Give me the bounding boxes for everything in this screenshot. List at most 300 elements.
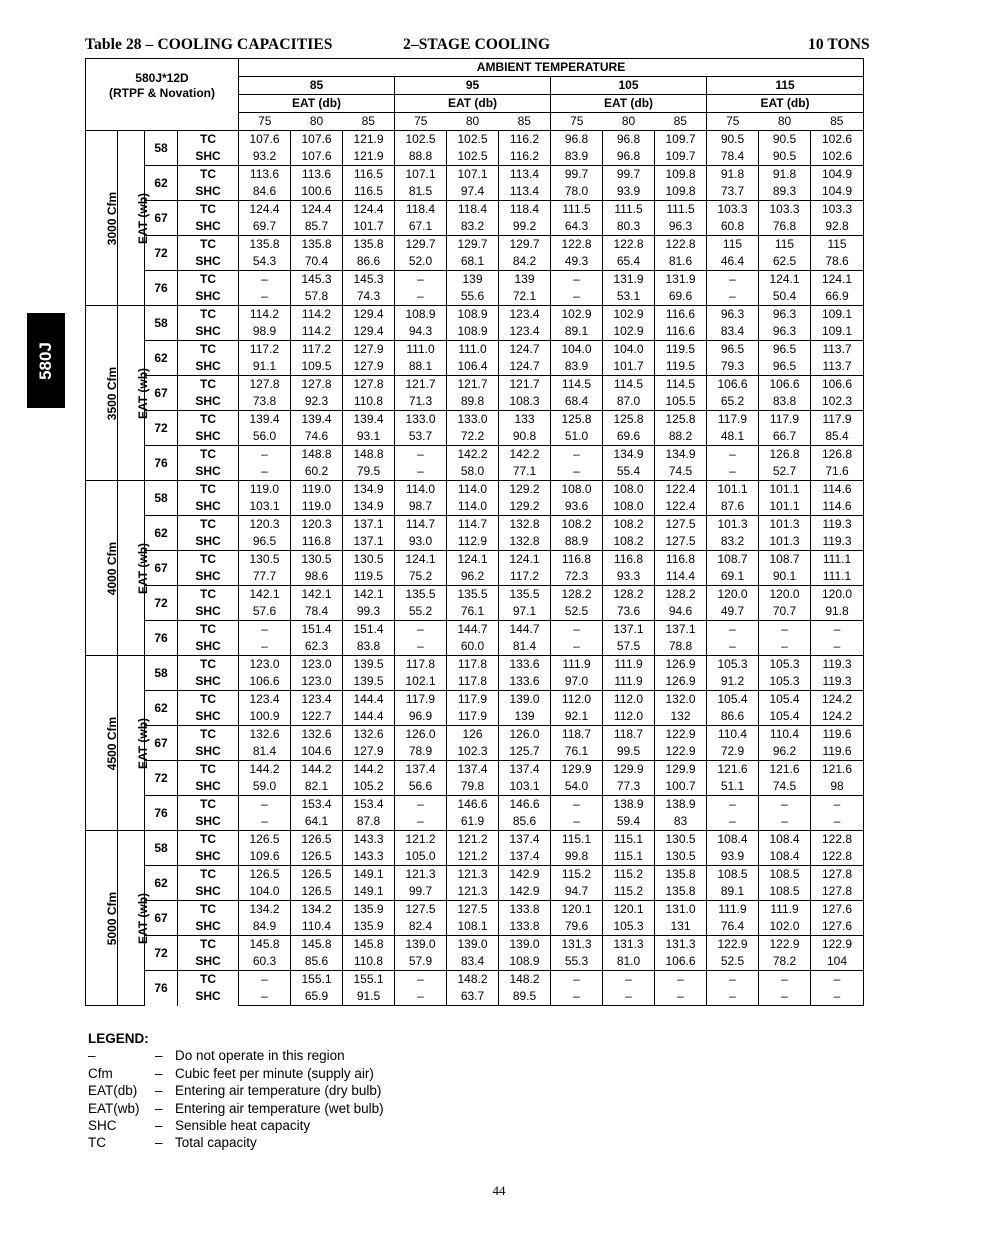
wb-temp: 72 (145, 936, 178, 971)
shc-value: 89.3 (759, 183, 811, 201)
shc-value: 127.9 (343, 358, 395, 376)
shc-value: 108.9 (499, 953, 551, 971)
tc-label: TC (178, 936, 239, 954)
legend-text: Cubic feet per minute (supply air) (175, 1065, 374, 1081)
table-row (86, 428, 864, 446)
tc-label: TC (178, 516, 239, 534)
shc-value: 96.3 (655, 218, 707, 236)
tc-value: 104.0 (603, 341, 655, 359)
tc-value: 134.9 (655, 446, 707, 464)
tc-value: 148.8 (291, 446, 343, 464)
tc-value: 121.6 (811, 761, 864, 779)
shc-value: 101.3 (759, 533, 811, 551)
shc-value: 51.1 (707, 778, 759, 796)
shc-value: 111.1 (811, 568, 864, 586)
tc-value: 124.1 (447, 551, 499, 569)
tc-value: 133.6 (499, 656, 551, 674)
shc-value: 83.8 (343, 638, 395, 656)
shc-value: 98.7 (395, 498, 447, 516)
shc-value: 88.1 (395, 358, 447, 376)
tc-value: 121.3 (447, 866, 499, 884)
shc-value: – (551, 988, 603, 1006)
tc-value: 129.9 (603, 761, 655, 779)
shc-value: 63.7 (447, 988, 499, 1006)
tc-value: 108.5 (759, 866, 811, 884)
tc-value: 151.4 (291, 621, 343, 639)
shc-value: 123.4 (499, 323, 551, 341)
shc-value: 55.3 (551, 953, 603, 971)
shc-value: 92.3 (291, 393, 343, 411)
shc-value: 139.5 (343, 673, 395, 691)
tc-value: 130.5 (655, 831, 707, 849)
tc-value: 123.4 (499, 306, 551, 324)
tc-value: 138.9 (603, 796, 655, 814)
shc-value: 133.6 (499, 673, 551, 691)
shc-value: 83.9 (551, 358, 603, 376)
shc-value: 119.3 (811, 673, 864, 691)
shc-value: 101.7 (343, 218, 395, 236)
tc-value: 134.2 (291, 901, 343, 919)
table-row (86, 953, 864, 971)
legend-dash: – (155, 1135, 163, 1151)
tc-value: 119.3 (811, 516, 864, 534)
legend-entry (88, 1065, 374, 1082)
wb-temp: 72 (145, 586, 178, 621)
tc-value: 144.7 (499, 621, 551, 639)
tc-value: – (239, 971, 291, 989)
shc-value: 83.2 (447, 218, 499, 236)
tc-value: 96.3 (707, 306, 759, 324)
shc-value: 117.9 (447, 708, 499, 726)
tc-value: 144.7 (447, 621, 499, 639)
table-row (86, 533, 864, 551)
shc-label: SHC (178, 358, 239, 376)
legend-dash: – (155, 1117, 163, 1133)
shc-value: 124.2 (811, 708, 864, 726)
shc-value: 77.1 (499, 463, 551, 481)
tc-value: 118.7 (551, 726, 603, 744)
tc-value: 108.7 (707, 551, 759, 569)
shc-value: 83 (655, 813, 707, 831)
table-row (86, 411, 864, 429)
shc-value: 62.3 (291, 638, 343, 656)
tc-value: 117.9 (759, 411, 811, 429)
shc-value: 135.9 (343, 918, 395, 936)
tc-value: 109.7 (655, 131, 707, 149)
shc-value: 105.0 (395, 848, 447, 866)
tc-label: TC (178, 376, 239, 394)
wb-temp: 76 (145, 271, 178, 306)
cfm-text: 4000 Cfm (105, 541, 120, 595)
tc-label: TC (178, 621, 239, 639)
shc-value: 116.5 (343, 183, 395, 201)
tc-value: 122.9 (811, 936, 864, 954)
eat-db-value: 85 (811, 113, 864, 131)
page-number: 44 (492, 1183, 506, 1198)
eat-db-header: EAT (db) (395, 95, 551, 113)
eat-wb-text: EAT (wb) (136, 192, 151, 244)
table-row (86, 726, 864, 744)
legend-text: Do not operate in this region (175, 1048, 345, 1064)
shc-value: 73.8 (239, 393, 291, 411)
tc-value: 142.2 (447, 446, 499, 464)
shc-value: 91.2 (707, 673, 759, 691)
tc-value: 118.4 (447, 201, 499, 219)
shc-value: – (551, 813, 603, 831)
shc-value: 60.2 (291, 463, 343, 481)
shc-value: 129.4 (343, 323, 395, 341)
shc-value: 48.1 (707, 428, 759, 446)
tc-value: 96.5 (707, 341, 759, 359)
tc-value: 104.0 (551, 341, 603, 359)
shc-value: 101.7 (603, 358, 655, 376)
tc-value: 106.6 (707, 376, 759, 394)
shc-value: 134.9 (343, 498, 395, 516)
table-row (86, 463, 864, 481)
table-row (86, 271, 864, 289)
shc-value: – (239, 463, 291, 481)
shc-value: 114.2 (291, 323, 343, 341)
tc-value: 155.1 (343, 971, 395, 989)
tc-value: 125.8 (655, 411, 707, 429)
tc-value: 131.3 (551, 936, 603, 954)
tc-value: 114.5 (655, 376, 707, 394)
shc-value: 87.6 (707, 498, 759, 516)
shc-value: 105.5 (655, 393, 707, 411)
tc-value: – (395, 971, 447, 989)
shc-value: 126.5 (291, 883, 343, 901)
shc-value: 73.7 (707, 183, 759, 201)
tc-value: 117.9 (447, 691, 499, 709)
shc-value: 96.2 (447, 568, 499, 586)
shc-value: – (811, 638, 864, 656)
tc-value: 129.9 (551, 761, 603, 779)
shc-label: SHC (178, 953, 239, 971)
tc-value: 139 (447, 271, 499, 289)
shc-value: 108.0 (603, 498, 655, 516)
cfm-label (86, 131, 118, 306)
tc-value: 137.4 (499, 831, 551, 849)
tc-value: 131.3 (655, 936, 707, 954)
tc-value: – (239, 796, 291, 814)
shc-value: 110.8 (343, 393, 395, 411)
tc-value: 131.0 (655, 901, 707, 919)
tc-value: 121.3 (395, 866, 447, 884)
tc-value: – (811, 796, 864, 814)
shc-value: 74.5 (655, 463, 707, 481)
tc-value: 120.3 (239, 516, 291, 534)
cfm-text: 5000 Cfm (105, 891, 120, 945)
tc-value: 127.9 (343, 341, 395, 359)
tc-value: 135.8 (343, 236, 395, 254)
capacity-label: 10 TONS (808, 36, 870, 53)
tc-value: 139.0 (395, 936, 447, 954)
shc-value: 137.1 (343, 533, 395, 551)
shc-value: 127.9 (343, 743, 395, 761)
shc-value: – (551, 638, 603, 656)
tc-value: 111.5 (655, 201, 707, 219)
tc-value: 114.6 (811, 481, 864, 499)
shc-value: 78.2 (759, 953, 811, 971)
wb-temp: 67 (145, 726, 178, 761)
cfm-text: 3000 Cfm (105, 191, 120, 245)
shc-value: 76.1 (447, 603, 499, 621)
shc-value: – (239, 813, 291, 831)
shc-value: 110.4 (291, 918, 343, 936)
shc-value: 104.9 (811, 183, 864, 201)
shc-label: SHC (178, 848, 239, 866)
shc-value: – (759, 988, 811, 1006)
tc-label: TC (178, 341, 239, 359)
tc-value: 104.9 (811, 166, 864, 184)
table-row (86, 288, 864, 306)
tc-value: 144.4 (343, 691, 395, 709)
tc-value: 137.1 (603, 621, 655, 639)
table-row (86, 796, 864, 814)
side-tab-label: 580J (36, 341, 55, 380)
eat-wb-text: EAT (wb) (136, 892, 151, 944)
tc-value: 131.3 (603, 936, 655, 954)
tc-value: 130.5 (343, 551, 395, 569)
shc-value: 122.9 (655, 743, 707, 761)
shc-value: 102.3 (447, 743, 499, 761)
tc-label: TC (178, 271, 239, 289)
tc-value: 96.8 (603, 131, 655, 149)
shc-value: 126.9 (655, 673, 707, 691)
shc-value: 93.9 (707, 848, 759, 866)
table-row (86, 376, 864, 394)
table-row (86, 481, 864, 499)
tc-value: 155.1 (291, 971, 343, 989)
shc-value: 112.9 (447, 533, 499, 551)
wb-temp: 62 (145, 691, 178, 726)
tc-value: 132.8 (499, 516, 551, 534)
side-tab (27, 313, 65, 408)
tc-label: TC (178, 761, 239, 779)
ambient-temp-header: 115 (707, 77, 864, 95)
shc-value: 82.1 (291, 778, 343, 796)
shc-value: 121.3 (447, 883, 499, 901)
tc-value: 133.0 (447, 411, 499, 429)
shc-value: 93.9 (603, 183, 655, 201)
wb-temp: 62 (145, 516, 178, 551)
shc-value: 46.4 (707, 253, 759, 271)
shc-value: 119.0 (291, 498, 343, 516)
tc-value: – (707, 271, 759, 289)
tc-value: 106.6 (811, 376, 864, 394)
eat-db-value: 85 (343, 113, 395, 131)
shc-value: 89.1 (707, 883, 759, 901)
shc-value: 93.3 (603, 568, 655, 586)
shc-value: 79.8 (447, 778, 499, 796)
shc-label: SHC (178, 183, 239, 201)
tc-value: 115 (759, 236, 811, 254)
legend-text: Entering air temperature (dry bulb) (175, 1083, 382, 1099)
shc-value: 81.0 (603, 953, 655, 971)
shc-value: 93.2 (239, 148, 291, 166)
table-title: Table 28 – COOLING CAPACITIES (85, 36, 333, 53)
tc-value: – (551, 971, 603, 989)
tc-value: 129.7 (447, 236, 499, 254)
eat-db-header: EAT (db) (239, 95, 395, 113)
wb-temp: 72 (145, 236, 178, 271)
shc-value: 55.4 (603, 463, 655, 481)
tc-value: 108.4 (759, 831, 811, 849)
tc-value: 127.8 (811, 866, 864, 884)
shc-value: 113.7 (811, 358, 864, 376)
tc-value: 121.2 (395, 831, 447, 849)
legend-key: EAT(wb) (88, 1100, 140, 1116)
tc-value: 121.7 (499, 376, 551, 394)
tc-value: 115.2 (551, 866, 603, 884)
shc-value: 59.0 (239, 778, 291, 796)
shc-value: 109.1 (811, 323, 864, 341)
tc-value: 129.9 (655, 761, 707, 779)
model-cell (86, 59, 239, 113)
tc-value: 105.3 (707, 656, 759, 674)
shc-label: SHC (178, 288, 239, 306)
shc-value: 76.8 (759, 218, 811, 236)
shc-value: 59.4 (603, 813, 655, 831)
shc-value: 96.5 (239, 533, 291, 551)
shc-value: 119.3 (811, 533, 864, 551)
shc-value: 96.5 (759, 358, 811, 376)
table-row (86, 393, 864, 411)
tc-value: 115.1 (603, 831, 655, 849)
shc-value: 122.8 (811, 848, 864, 866)
wb-temp: 76 (145, 621, 178, 656)
header-row (86, 59, 864, 77)
tc-value: 137.4 (395, 761, 447, 779)
table-row (86, 148, 864, 166)
table-row (86, 306, 864, 324)
ambient-temp-header: 105 (551, 77, 707, 95)
tc-value: – (811, 621, 864, 639)
tc-value: 119.5 (655, 341, 707, 359)
table-row (86, 358, 864, 376)
table-row (86, 691, 864, 709)
shc-value: 78.6 (811, 253, 864, 271)
tc-value: 116.8 (603, 551, 655, 569)
shc-value: 76.1 (551, 743, 603, 761)
tc-value: 114.2 (239, 306, 291, 324)
table-row (86, 341, 864, 359)
shc-value: 54.3 (239, 253, 291, 271)
shc-value: 113.4 (499, 183, 551, 201)
tc-value: 111.0 (395, 341, 447, 359)
tc-label: TC (178, 831, 239, 849)
tc-value: – (759, 796, 811, 814)
tc-value: – (707, 796, 759, 814)
shc-label: SHC (178, 463, 239, 481)
shc-value: 114.4 (655, 568, 707, 586)
shc-label: SHC (178, 813, 239, 831)
table-row (86, 236, 864, 254)
shc-value: – (395, 638, 447, 656)
legend-key: SHC (88, 1117, 117, 1133)
shc-value: 127.8 (811, 883, 864, 901)
tc-value: – (707, 971, 759, 989)
tc-value: 131.9 (655, 271, 707, 289)
shc-value: 94.7 (551, 883, 603, 901)
shc-value: 88.9 (551, 533, 603, 551)
legend-dash: – (155, 1083, 163, 1099)
eat-db-header: EAT (db) (707, 95, 864, 113)
tc-value: 131.9 (603, 271, 655, 289)
table-row (86, 183, 864, 201)
tc-value: 139.0 (447, 936, 499, 954)
tc-value: 124.4 (291, 201, 343, 219)
tc-value: 145.3 (343, 271, 395, 289)
tc-value: 132.6 (239, 726, 291, 744)
shc-value: 76.4 (707, 918, 759, 936)
shc-value: 93.0 (395, 533, 447, 551)
shc-value: 84.6 (239, 183, 291, 201)
tc-value: 113.6 (291, 166, 343, 184)
tc-value: 125.8 (551, 411, 603, 429)
tc-value: 115 (707, 236, 759, 254)
tc-label: TC (178, 306, 239, 324)
shc-value: 78.9 (395, 743, 447, 761)
shc-value: 97.1 (499, 603, 551, 621)
shc-value: 108.1 (447, 918, 499, 936)
shc-value: 66.9 (811, 288, 864, 306)
tc-value: 103.3 (811, 201, 864, 219)
tc-value: – (395, 271, 447, 289)
wb-temp: 58 (145, 131, 178, 166)
table-row (86, 673, 864, 691)
tc-value: 116.5 (343, 166, 395, 184)
tc-value: 135.8 (291, 236, 343, 254)
tc-value: 144.2 (291, 761, 343, 779)
tc-value: 130.5 (291, 551, 343, 569)
shc-value: 99.8 (551, 848, 603, 866)
shc-value: 109.7 (655, 148, 707, 166)
tc-value: 110.4 (759, 726, 811, 744)
tc-value: 109.8 (655, 166, 707, 184)
shc-value: 98.9 (239, 323, 291, 341)
shc-value: 106.6 (239, 673, 291, 691)
tc-value: 113.4 (499, 166, 551, 184)
shc-value: 137.4 (499, 848, 551, 866)
tc-value: 111.9 (707, 901, 759, 919)
shc-value: 57.8 (291, 288, 343, 306)
shc-value: 108.4 (759, 848, 811, 866)
eat-db-value: 80 (291, 113, 343, 131)
tc-value: 117.8 (447, 656, 499, 674)
shc-value: 125.7 (499, 743, 551, 761)
eat-db-value: 80 (447, 113, 499, 131)
tc-value: 120.3 (291, 516, 343, 534)
tc-label: TC (178, 446, 239, 464)
shc-value: 111.9 (603, 673, 655, 691)
tc-value: 99.7 (551, 166, 603, 184)
shc-value: 124.7 (499, 358, 551, 376)
shc-value: 115.1 (603, 848, 655, 866)
tc-value: 114.5 (603, 376, 655, 394)
shc-value: 79.3 (707, 358, 759, 376)
table-row (86, 656, 864, 674)
shc-value: 90.8 (499, 428, 551, 446)
tc-label: TC (178, 691, 239, 709)
shc-value: – (655, 988, 707, 1006)
shc-label: SHC (178, 533, 239, 551)
tc-value: 126.0 (395, 726, 447, 744)
shc-value: 79.6 (551, 918, 603, 936)
shc-value: 139 (499, 708, 551, 726)
tc-label: TC (178, 166, 239, 184)
tc-value: 99.7 (603, 166, 655, 184)
